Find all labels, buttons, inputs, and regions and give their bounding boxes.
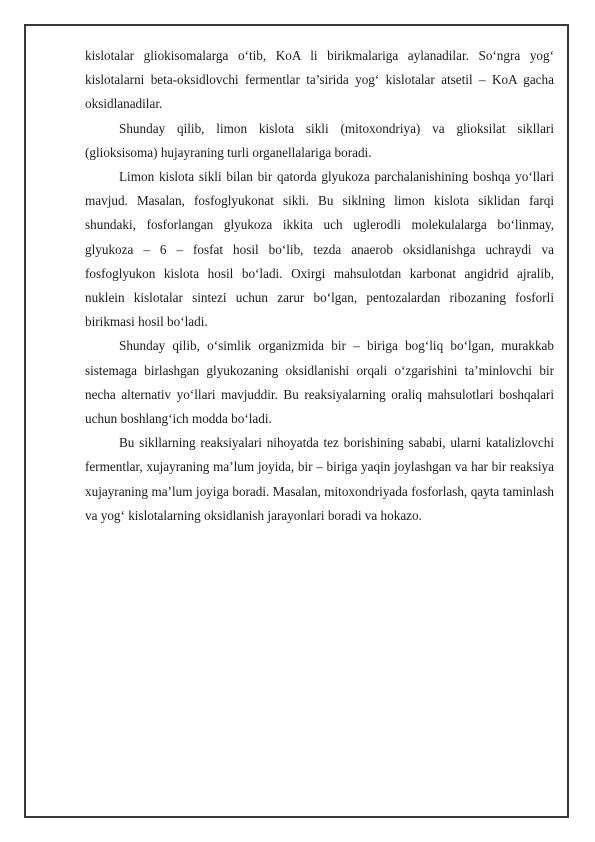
paragraph-4: Shunday qilib, o‘simlik organizmida bir – biriga bog‘liq bo‘lgan, murakkab sistemaga birlashgan glyukozaning oksidlanishi orqali o‘zgarishini ta’minlovchi bir necha alternativ yo‘llari mavjuddir. Bu reaksiyalarning oraliq mahsulotlari boshqalari uchun boshlang‘ich modda bo‘ladi. (85, 338, 554, 427)
paragraph-5: Bu sikllarning reaksiyalari nihoyatda tez borishining sababi, ularni katalizlovchi fermentlar, xujayraning ma’lum joyida, bir – biriga yaqin joylashgan va har bir reaksiya xujayraning ma’lum joyiga boradi. Masalan, mitoxondriyada fosforlash, qayta taminlash va yog‘ kislotalarning oksidlanish jarayonlari boradi va hokazo. (85, 435, 554, 523)
paragraph-3: Limon kislota sikli bilan bir qatorda glyukoza parchalanishining boshqa yo‘llari mavjud. Masalan, fosfoglyukonat sikli. Bu siklning limon kislota siklidan farqi shundaki, fosforlangan glyukoza ikkita uch uglerodli molekulalarga bo‘linmay, glyukoza – 6 – fosfat hosil bo‘lib, tezda anaerob oksidlanishga uchraydi va fosfoglyukon kislota hosil bo‘ladi. Oxirgi mahsulotdan karbonat angidrid ajralib, nuklein kislotalar sintezi uchun zarur bo‘lgan, pentozalardan ribozaning fosforli birikmasi hosil bo‘ladi. (85, 169, 554, 330)
paragraph-1: kislotalar gliokisomalarga o‘tib, KoA li birikmalariga aylanadilar. So‘ngra yog‘ kislotalarni beta-oksidlovchi fermentlar ta’sirida yog‘ kislotalar atsetil – KoA gacha oksidlanadilar. (85, 48, 554, 112)
document-body (85, 44, 554, 528)
paragraph-2: Shunday qilib, limon kislota sikli (mitoxondriya) va glioksilat sikllari (glioksisoma) hujayraning turli organellalariga boradi. (85, 120, 554, 160)
